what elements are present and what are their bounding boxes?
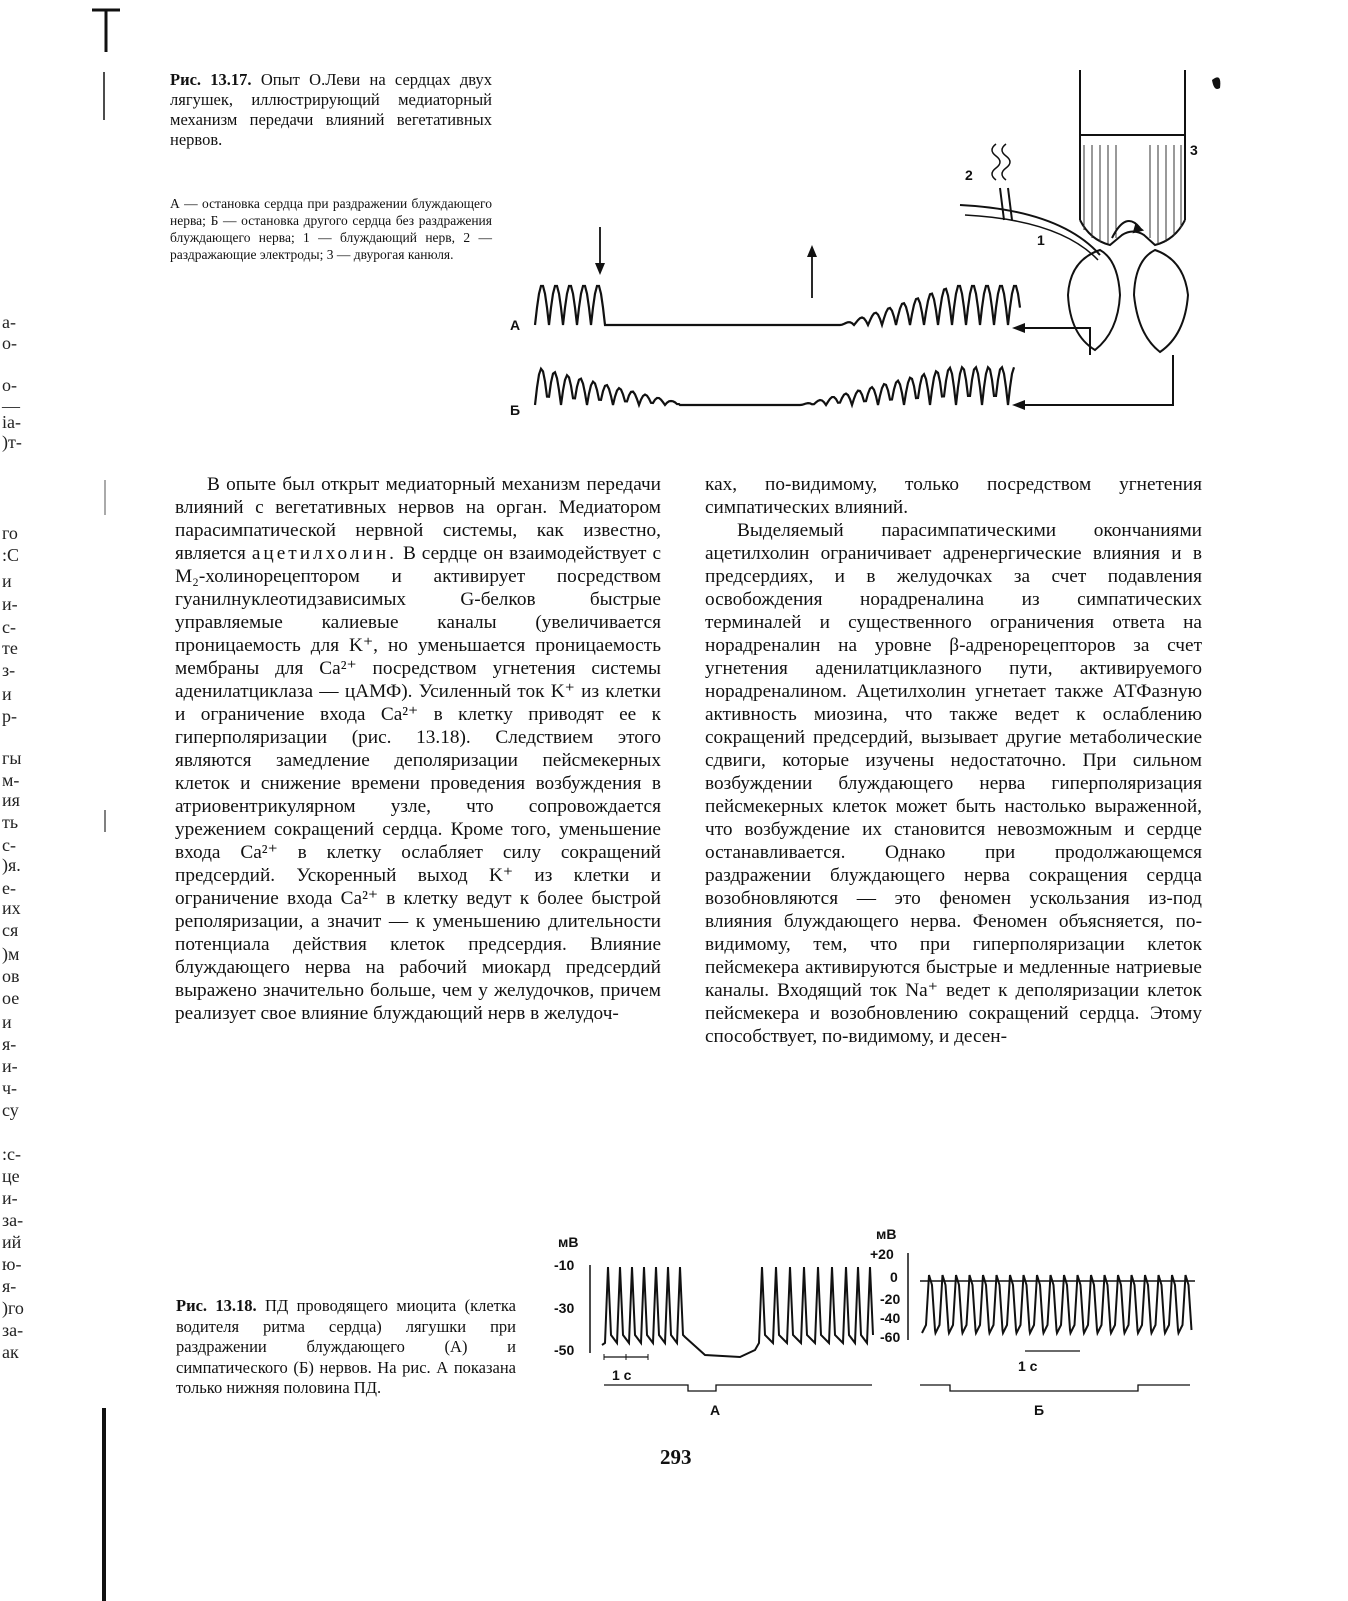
margin-fragment: ю- xyxy=(2,1254,22,1274)
trace-b-line xyxy=(535,367,1014,405)
margin-fragment: )м xyxy=(2,944,20,964)
figure-1317-legend: А — остановка сердца при раздражении блуждающего нерва; Б — остановка другого сердца без раздражения блуждающего нерва; 1 — блуждающий нерв, 2 — раздражающие электроды; 3 — двурогая канюля. xyxy=(170,196,492,262)
margin-fragment: я- xyxy=(2,1276,17,1296)
margin-fragment: о- xyxy=(2,375,17,395)
panel-a-label: А xyxy=(710,1402,721,1418)
margin-fragment: ч- xyxy=(2,1078,18,1098)
margin-fragment: за- xyxy=(2,1320,24,1340)
margin-fragment: ся xyxy=(2,920,19,940)
margin-fragment: )т- xyxy=(2,432,22,452)
margin-fragment: гы xyxy=(2,748,22,768)
panel-a-scale: 1 с xyxy=(612,1367,632,1383)
margin-fragment: :С xyxy=(2,545,20,565)
margin-fragment: )я. xyxy=(2,855,21,875)
acetylcholine-term: ацетилхолин. xyxy=(251,543,398,564)
margin-fragment: ия xyxy=(2,790,20,810)
margin-fragment: и- xyxy=(2,1056,18,1076)
margin-fragment: те xyxy=(2,638,18,658)
margin-fragment: ть xyxy=(2,812,19,832)
panel-a-unit: мВ xyxy=(558,1234,579,1250)
margin-fragment: их xyxy=(2,898,21,918)
panel-a-tick-2: -30 xyxy=(554,1300,575,1316)
right-paragraph-2: Выделяемый парасимпатическими окончаниями ацетилхолин ограничивает адренергические влияния и в предсердиях, и в желудочках за счет подавления освобождения норадреналина из симпатических терминалей и существенного ограничения ответа на норадреналин на уровне β-адренорецепторов за счет угнетения аденилатциклазного пути, активируемого норадреналином. Ацетилхолин угнетает также АТФазную активность миозина, что также ведет к ослаблению сокращений предсердий, вызывает другие метаболические сдвиги, которые изучены недостаточно. При сильном возбуждении блуждающего нерва гиперполяризация пейсмекерных клеток может быть настолько выраженной, что возбуждение их становится невозможным и сердце останавливается. Однако при продолжающемся раздражении блуждающего нерва сокращения сердца возобновляются — это феномен ускользания из-под влияния блуждающего нерва. Феномен объясняется, по-видимому, тем, что при гиперполяризации клеток пейсмекера активируются быстрые и медленные натриевые каналы. Входящий ток Na⁺ ведет к деполяризации клеток пейсмекера и возобновлению сокращений сердца. Этому способствует, по-видимому, и десен- xyxy=(705,520,1202,1047)
figure-1318-text: ПД проводящего миоцита (клетка водителя ритма сердца) лягушки при раздражении блуждающего (А) и симпатического (Б) нервов. На рис. А показана только нижняя половина ПД. xyxy=(176,1296,516,1397)
marker-2: 2 xyxy=(965,167,973,183)
margin-fragment: и xyxy=(2,571,12,591)
margin-fragment: и- xyxy=(2,594,18,614)
right-paragraph-1: ках, по-видимому, только посредством угнетения симпатических влияний. xyxy=(705,474,1202,518)
panel-b-tick-1: +20 xyxy=(870,1246,894,1262)
panel-a-stimulus-line xyxy=(604,1385,872,1391)
margin-fragment: е- xyxy=(2,878,16,898)
panel-b-scale: 1 с xyxy=(1018,1358,1038,1374)
panel-b-tick-5: -60 xyxy=(880,1329,901,1345)
page-number: 293 xyxy=(660,1445,692,1469)
panel-a-tick-1: -10 xyxy=(554,1257,575,1273)
margin-fragment: з- xyxy=(2,660,16,680)
body-column-right xyxy=(705,473,1202,1048)
panel-b-tick-3: -20 xyxy=(880,1291,901,1307)
left-paragraph-a: В опыте был открыт медиаторный механизм передачи влияний с вегетативных нервов на орган. Медиатором парасимпатической нервной системы, как известно, является xyxy=(175,474,661,564)
trace-b-label: Б xyxy=(510,402,521,418)
margin-fragment: м- xyxy=(2,770,20,790)
margin-fragment: и- xyxy=(2,1188,18,1208)
margin-fragment: ов xyxy=(2,966,20,986)
cannula-illustration xyxy=(960,70,1188,405)
binding-marks xyxy=(80,0,130,1601)
panel-a-tick-3: -50 xyxy=(554,1342,575,1358)
margin-fragment: су xyxy=(2,1100,19,1120)
panel-b-tick-4: -40 xyxy=(880,1310,901,1326)
figure-1318-label: Рис. 13.18. xyxy=(176,1296,257,1315)
figure-1317-drawing xyxy=(500,60,1240,430)
marker-3: 3 xyxy=(1190,142,1198,158)
panel-b-trace xyxy=(922,1275,1192,1333)
figure-1318-panel-b xyxy=(870,1226,1195,1418)
margin-fragment: о- xyxy=(2,333,17,353)
marker-1: 1 xyxy=(1037,232,1045,248)
figure-1318-caption xyxy=(176,1296,516,1399)
left-paragraph-b: В сердце он взаимодействует с М₂-холинорецептором и активирует посредством гуанилнуклеотидзависимых G-белков быстрые управляемые калиевые каналы (увеличивается проницаемость для K⁺, но уменьшается проницаемость мембраны для Ca²⁺ посредством угнетения системы аденилатциклаза — цАМФ). Усиленный ток K⁺ из клетки и ограничение входа Ca²⁺ в клетку приводят ее к гиперполяризации (рис. 13.18). Следствием этого являются замедление деполяризации пейсмекерных клеток и снижение времени проведения возбуждения в атриовентрикулярном узле, что сопровождается урежением сокращений сердца. Кроме того, уменьшение входа Ca²⁺ в клетку ослабляет силу сокращений предсердий. Ускоренный выход K⁺ из клетки и ограничение входа Ca²⁺ в клетку ведут к более быстрой реполяризации, а значит — к уменьшению длительности потенциала действия клеток предсердия. Влияние блуждающего нерва на рабочий миокард предсердий выражено значительно больше, чем у желудочков, причем реализует свое влияние блуждающий нерв в желудоч- xyxy=(175,543,661,1024)
figure-1318-drawing xyxy=(540,1225,1210,1420)
margin-fragment: а- xyxy=(2,312,16,332)
panel-b-tick-2: 0 xyxy=(890,1269,898,1285)
margin-fragment: за- xyxy=(2,1210,24,1230)
trace-a-line xyxy=(535,286,1020,325)
margin-fragment: и xyxy=(2,684,12,704)
margin-fragment: ий xyxy=(2,1232,22,1252)
figure-1318-panel-a xyxy=(554,1234,873,1418)
margin-fragment: це xyxy=(2,1166,20,1186)
panel-b-stimulus-line xyxy=(920,1385,1190,1391)
margin-fragment: р- xyxy=(2,706,17,726)
margin-fragment: — xyxy=(2,396,20,416)
margin-fragment: с- xyxy=(2,835,16,855)
margin-fragment: ое xyxy=(2,988,20,1008)
panel-b-unit: мВ xyxy=(876,1226,897,1242)
margin-fragment: и xyxy=(2,1012,12,1032)
margin-fragment: го xyxy=(2,523,18,543)
figure-1317-caption xyxy=(170,70,492,150)
margin-fragment: с- xyxy=(2,617,16,637)
trace-a-label: А xyxy=(510,317,521,333)
figure-1317-label: Рис. 13.17. xyxy=(170,70,252,89)
margin-fragment: )го xyxy=(2,1298,24,1318)
margin-fragment: ак xyxy=(2,1342,19,1362)
body-column-left xyxy=(175,473,661,1025)
figure-1317-title: Опыт О.Леви на сердцах двух лягушек, иллюстрирующий медиаторный механизм передачи влияний вегетативных нервов. xyxy=(170,70,492,149)
margin-fragment: іа- xyxy=(2,412,21,432)
panel-b-label: Б xyxy=(1034,1402,1045,1418)
margin-fragment: :с- xyxy=(2,1144,21,1164)
panel-a-trace xyxy=(602,1267,873,1357)
margin-fragment: я- xyxy=(2,1034,17,1054)
